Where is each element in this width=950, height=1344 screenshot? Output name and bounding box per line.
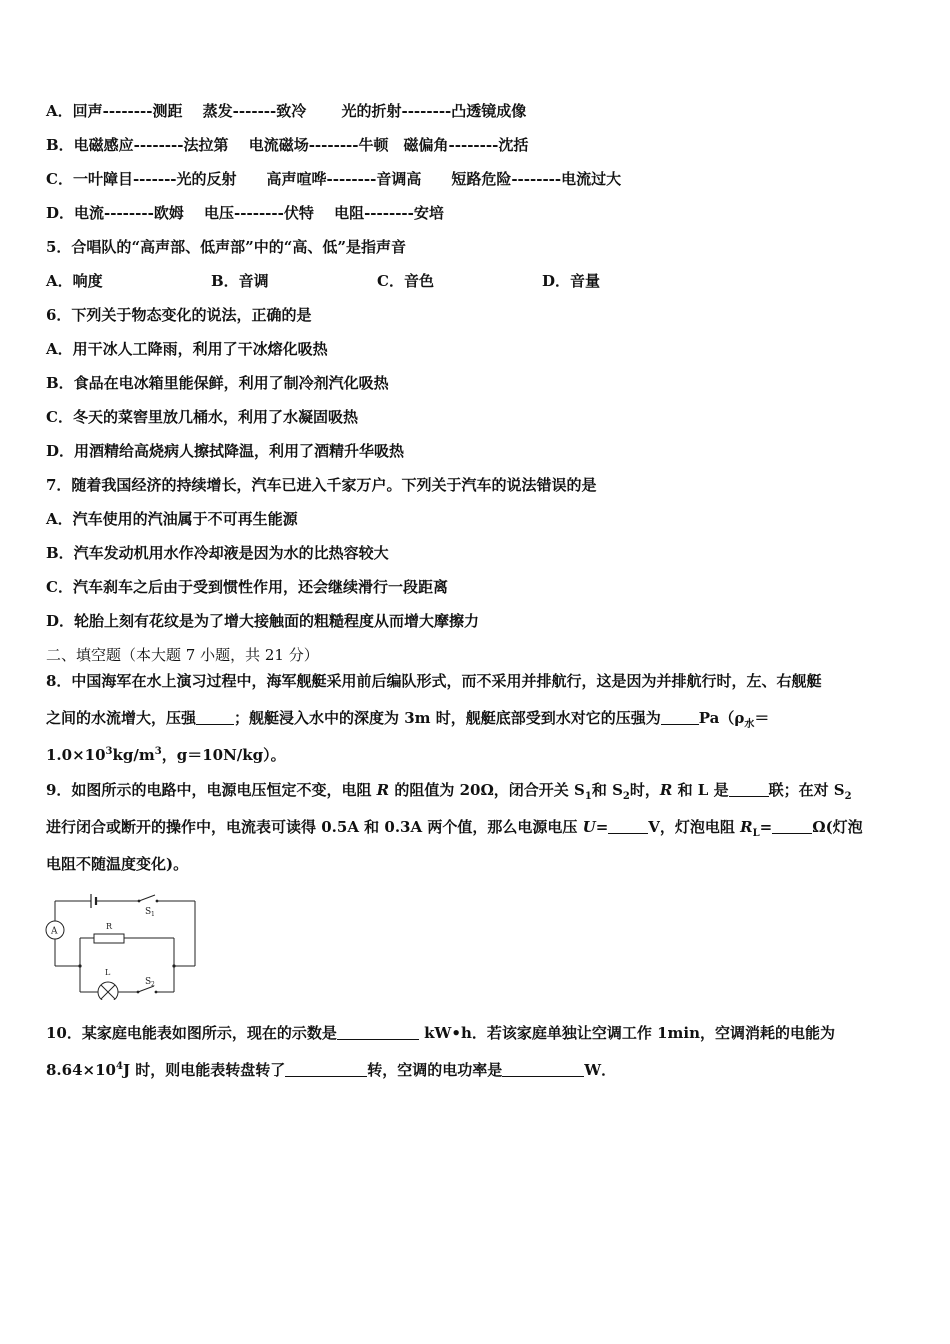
q10-line1 bbox=[46, 1023, 835, 1043]
q10-text: W． bbox=[584, 1061, 617, 1079]
q8-text: ＝ bbox=[754, 709, 770, 727]
switch-contact bbox=[155, 991, 158, 994]
q10-text: 10．某家庭电能表如图所示，现在的示数是 bbox=[46, 1024, 337, 1042]
q4-option-c: C．一叶障目-------光的反射 高声喧哗--------音调高 短路危险--------电流过大 bbox=[46, 170, 622, 188]
circuit-diagram bbox=[44, 888, 204, 1000]
circuit-junction bbox=[172, 964, 175, 967]
q8-blank-1 bbox=[196, 709, 234, 725]
q10-exponent: 4 bbox=[115, 1061, 123, 1072]
q9-blank-3 bbox=[772, 818, 812, 834]
q10-blank-2 bbox=[285, 1061, 367, 1077]
q9-symbol: U bbox=[582, 818, 596, 836]
q8-text: ，g＝10N/kg）。 bbox=[161, 746, 286, 764]
switch-s2-label: S bbox=[145, 977, 152, 987]
lamp-label: L bbox=[105, 968, 111, 977]
q7-stem: 7．随着我国经济的持续增长，汽车已进入千家万户。下列关于汽车的说法错误的是 bbox=[46, 476, 597, 494]
q9-symbol: R bbox=[376, 781, 390, 799]
q6-option-b: B．食品在电冰箱里能保鲜，利用了制冷剂汽化吸热 bbox=[46, 374, 389, 392]
q10-text: 8.64×10 bbox=[46, 1061, 116, 1079]
q8-rho-sub: 水 bbox=[744, 719, 755, 730]
switch-s1-sub: 1 bbox=[151, 911, 155, 918]
section-heading: 二、填空题（本大题 7 小题，共 21 分） bbox=[46, 646, 319, 664]
q9-sub: 2 bbox=[844, 791, 852, 802]
q8-line2 bbox=[46, 708, 769, 728]
q8-text: 1.0×10 bbox=[46, 746, 106, 764]
q6-option-a: A．用干冰人工降雨，利用了干冰熔化吸热 bbox=[46, 340, 328, 358]
q5-option-a: A．响度 bbox=[46, 272, 103, 290]
q8-text: kg/m bbox=[112, 746, 155, 764]
q5-option-c: C．音色 bbox=[377, 272, 434, 290]
q8-text: Pa（ρ bbox=[698, 709, 745, 727]
switch-s1-lever bbox=[139, 895, 155, 901]
q9-text: 时， bbox=[629, 781, 660, 799]
q6-option-c: C．冬天的菜窖里放几桶水，利用了水凝固吸热 bbox=[46, 408, 358, 426]
q4-option-b: B．电磁感应--------法拉第 电流磁场--------牛顿 磁偏角--------沈括 bbox=[46, 136, 529, 154]
circuit-junction bbox=[78, 964, 81, 967]
q9-line3: 电阻不随温度变化)。 bbox=[46, 855, 189, 873]
q9-text: 和 S bbox=[591, 781, 623, 799]
q6-stem: 6．下列关于物态变化的说法，正确的是 bbox=[46, 306, 312, 324]
ammeter-label: A bbox=[51, 926, 58, 937]
q9-text: 9．如图所示的电路中，电源电压恒定不变，电阻 bbox=[46, 781, 377, 799]
q9-line2 bbox=[46, 817, 863, 837]
q9-text: 联；在对 S bbox=[768, 781, 845, 799]
q10-line2 bbox=[46, 1060, 616, 1080]
switch-contact bbox=[138, 900, 141, 903]
q7-option-c: C．汽车刹车之后由于受到惯性作用，还会继续滑行一段距离 bbox=[46, 578, 448, 596]
q9-text: = bbox=[595, 818, 609, 836]
q4-option-a: A．回声--------测距 蒸发-------致冷 光的折射--------凸透镜成像 bbox=[46, 102, 527, 120]
q5-option-d: D．音量 bbox=[542, 272, 601, 290]
q8-line3 bbox=[46, 745, 286, 765]
q9-text: 的阻值为 20Ω，闭合开关 S bbox=[389, 781, 585, 799]
lamp-icon bbox=[98, 982, 118, 1000]
q5-stem: 5．合唱队的“高声部、低声部”中的“高、低”是指声音 bbox=[46, 238, 406, 256]
q9-text: = bbox=[759, 818, 773, 836]
q8-blank-2 bbox=[661, 709, 699, 725]
q9-text: 和 L 是 bbox=[672, 781, 729, 799]
switch-s2-sub: 2 bbox=[151, 981, 155, 988]
q7-option-b: B．汽车发动机用水作冷却液是因为水的比热容较大 bbox=[46, 544, 389, 562]
q7-option-d: D．轮胎上刻有花纹是为了增大接触面的粗糙程度从而增大摩擦力 bbox=[46, 612, 480, 630]
q9-sub: L bbox=[752, 828, 760, 839]
switch-contact bbox=[156, 900, 159, 903]
q9-blank-2 bbox=[608, 818, 648, 834]
q8-exponent: 3 bbox=[105, 746, 113, 757]
q8-line1: 8．中国海军在水上演习过程中，海军舰艇采用前后编队形式，而不采用并排航行，这是因为并排航行时，左、右舰艇 bbox=[46, 672, 822, 690]
q8-text: 之间的水流增大，压强 bbox=[46, 709, 197, 727]
q9-symbol: R bbox=[659, 781, 673, 799]
q9-text: 进行闭合或断开的操作中，电流表可读得 0.5A 和 0.3A 两个值，那么电源电压 bbox=[46, 818, 583, 836]
q9-text: Ω(灯泡 bbox=[812, 818, 863, 836]
q9-sub: 1 bbox=[584, 791, 592, 802]
switch-contact bbox=[137, 991, 140, 994]
q9-sub: 2 bbox=[622, 791, 630, 802]
q9-blank-1 bbox=[729, 781, 769, 797]
q5-option-b: B．音调 bbox=[211, 272, 269, 290]
q8-exponent: 3 bbox=[154, 746, 162, 757]
q10-blank-3 bbox=[502, 1061, 584, 1077]
q10-blank-1 bbox=[337, 1024, 419, 1040]
q10-text: J 时，则电能表转盘转了 bbox=[122, 1061, 286, 1079]
q6-option-d: D．用酒精给高烧病人擦拭降温，利用了酒精升华吸热 bbox=[46, 442, 405, 460]
q9-line1 bbox=[46, 780, 852, 800]
q9-text: V，灯泡电阻 bbox=[648, 818, 741, 836]
q4-option-d: D．电流--------欧姆 电压--------伏特 电阻--------安培 bbox=[46, 204, 444, 222]
q10-text: kW•h．若该家庭单独让空调工作 1min，空调消耗的电能为 bbox=[418, 1024, 835, 1042]
q8-text: ；舰艇浸入水中的深度为 3m 时，舰艇底部受到水对它的压强为 bbox=[234, 709, 661, 727]
q7-option-a: A．汽车使用的汽油属于不可再生能源 bbox=[46, 510, 298, 528]
q9-symbol: R bbox=[740, 818, 753, 836]
switch-s1-label: S bbox=[145, 907, 152, 917]
resistor-label: R bbox=[106, 922, 113, 931]
q10-text: 转，空调的电功率是 bbox=[367, 1061, 503, 1079]
resistor-icon bbox=[94, 934, 124, 943]
